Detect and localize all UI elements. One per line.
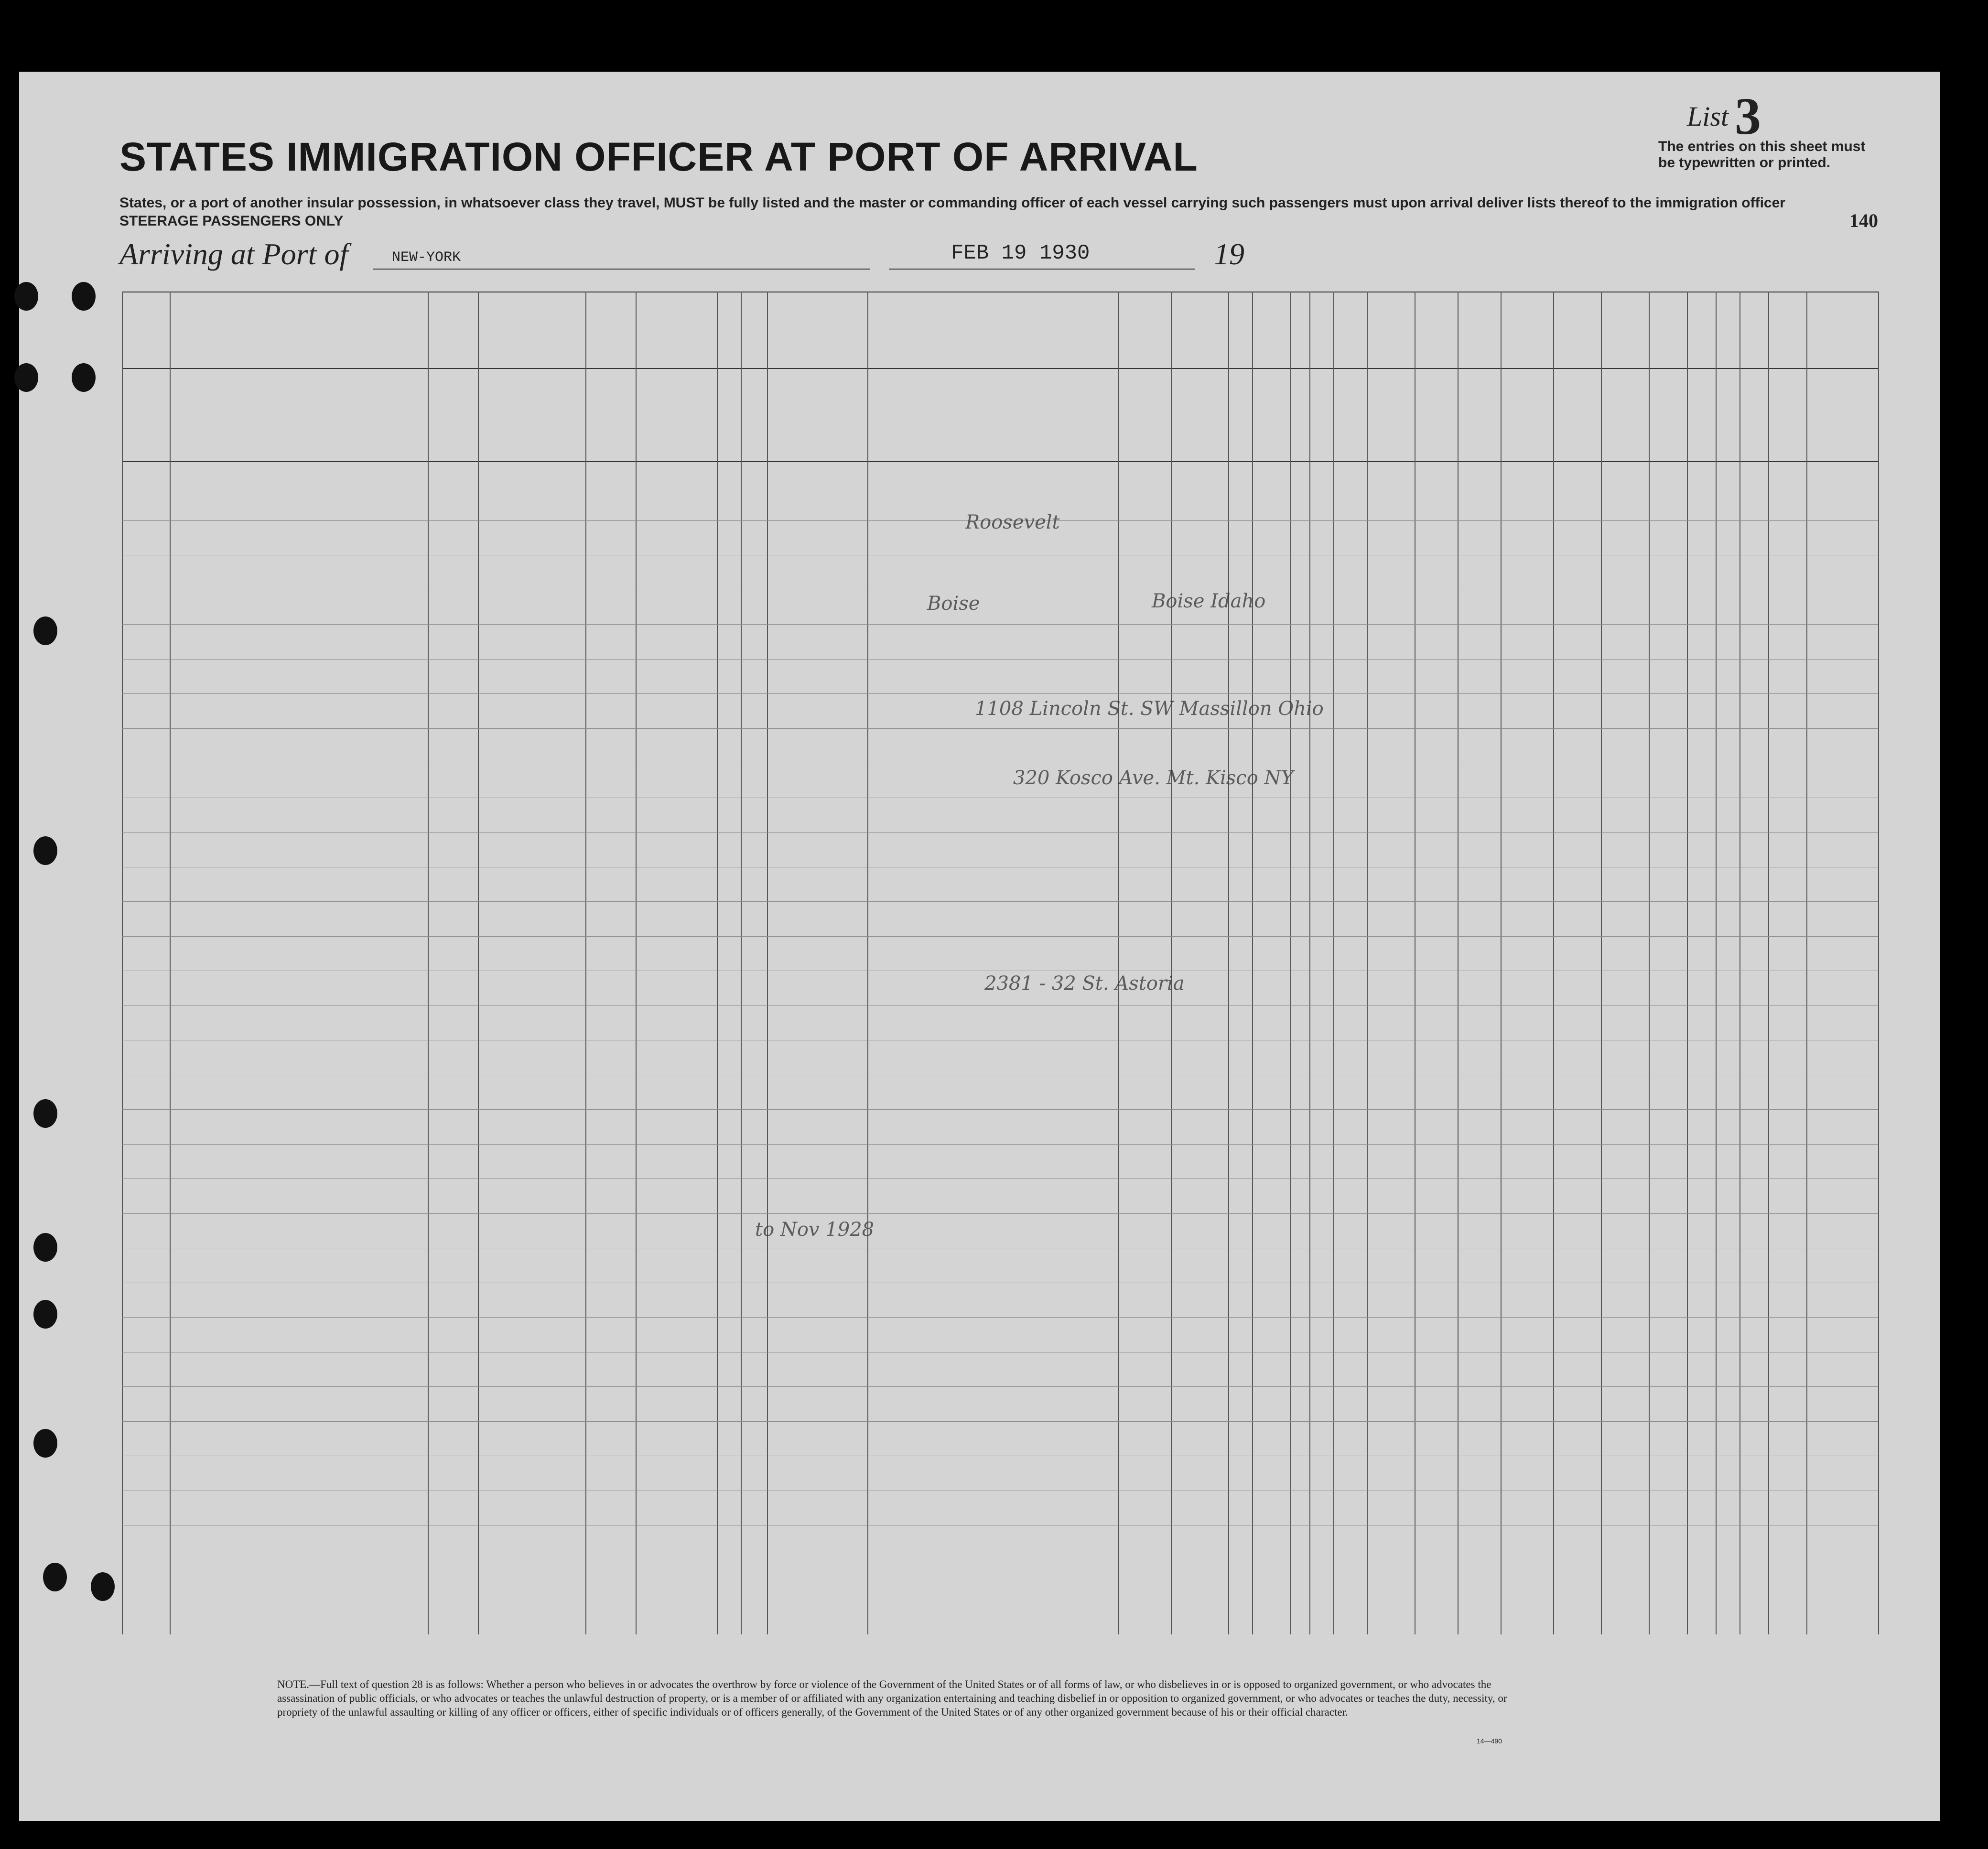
row-separator: [122, 1421, 1878, 1422]
binder-hole: [33, 1233, 57, 1262]
column-divider: [1458, 292, 1459, 1634]
column-divider: [717, 292, 718, 1634]
list-number: 3: [1735, 87, 1761, 145]
port-underline: [373, 269, 870, 270]
binder-hole: [33, 1099, 57, 1128]
binder-hole: [33, 1429, 57, 1458]
column-divider: [478, 292, 479, 1634]
year-suffix: 19: [1214, 237, 1244, 271]
column-divider: [1228, 292, 1229, 1634]
entries-note-line-1: The entries on this sheet must: [1658, 139, 1866, 154]
column-divider: [1309, 292, 1310, 1634]
handwritten-note: 320 Kosco Ave. Mt. Kisco NY: [1013, 767, 1294, 789]
binder-hole: [33, 1300, 57, 1329]
column-divider: [767, 292, 768, 1634]
arrival-date: FEB 19 1930: [951, 241, 1090, 265]
column-divider: [1171, 292, 1172, 1634]
column-divider: [170, 292, 171, 1634]
arriving-label: Arriving at Port of: [119, 237, 348, 271]
footnote-q28: NOTE.—Full text of question 28 is as follows: Whether a person who believes in or advocates the overthrow by force or violence of the Government of the United States or of all forms of law, or who disbelieves in or is opposed to organized government, or who advocates the assassination of public officials, or who advocates or teaches the unlawful destruction of property, or is a member of or affiliated with any organization entertaining and teaching disbelief in or opposition to organized government, or who advocates or teaches the duty, necessity, or propriety of the unlawful assaulting or killing of any officer or officers, either of specific individuals or of officers generally, of the Government of the United States or of any other organized government because of his or their official character.: [277, 1678, 1507, 1718]
manifest-sheet: [19, 72, 1940, 1821]
column-divider: [1252, 292, 1253, 1634]
column-divider: [1553, 292, 1554, 1634]
column-divider: [1768, 292, 1769, 1634]
row-separator: [122, 1109, 1878, 1110]
column-divider: [1806, 292, 1807, 1634]
binder-hole: [14, 282, 38, 311]
entries-note: [1658, 139, 1865, 171]
handwritten-note: Boise Idaho: [1152, 590, 1266, 612]
column-divider: [867, 292, 868, 1634]
row-separator: [122, 1317, 1878, 1318]
column-divider: [1878, 292, 1879, 1634]
row-separator: [122, 659, 1878, 660]
column-divider: [1649, 292, 1650, 1634]
header-instructions: States, or a port of another insular possession, in whatsoever class they travel, MUST be fully listed and the master or commanding officer of each vessel carrying such passengers must upon arrival deliver lists thereof to the immigration officer: [119, 195, 1785, 211]
column-divider: [636, 292, 637, 1634]
row-separator: [122, 901, 1878, 902]
column-divider: [122, 292, 123, 1634]
handwritten-note: 1108 Lincoln St. SW Massillon Ohio: [975, 698, 1324, 720]
column-divider: [1333, 292, 1334, 1634]
header-bottom-rule: [122, 461, 1878, 462]
handwritten-note: 2381 - 32 St. Astoria: [984, 973, 1185, 995]
page-number: 140: [1849, 210, 1878, 231]
binder-hole: [33, 836, 57, 865]
column-divider: [428, 292, 429, 1634]
row-separator: [122, 1213, 1878, 1214]
handwritten-note: Boise: [927, 593, 980, 615]
binder-hole: [72, 363, 96, 392]
port-value: NEW-YORK: [392, 249, 461, 266]
binder-hole: [91, 1572, 115, 1601]
column-divider: [1601, 292, 1602, 1634]
binder-hole: [14, 363, 38, 392]
column-divider: [585, 292, 586, 1634]
column-divider: [1716, 292, 1717, 1634]
column-divider: [741, 292, 742, 1634]
date-underline: [889, 269, 1195, 270]
form-number: 14—490: [1477, 1737, 1502, 1745]
entries-note-line-2: be typewritten or printed.: [1658, 155, 1831, 171]
column-divider: [1501, 292, 1502, 1634]
handwritten-note: Roosevelt: [965, 511, 1060, 533]
header-top-rule: [122, 368, 1878, 369]
column-divider: [1118, 292, 1119, 1634]
row-separator: [122, 832, 1878, 833]
row-separator: [122, 624, 1878, 625]
steerage-label: STEERAGE PASSENGERS ONLY: [119, 213, 344, 229]
row-separator: [122, 728, 1878, 729]
row-separator: [122, 1386, 1878, 1387]
row-separator: [122, 693, 1878, 694]
binder-hole: [72, 282, 96, 311]
column-divider: [1687, 292, 1688, 1634]
handwritten-note: to Nov 1928: [755, 1219, 875, 1241]
column-divider: [1290, 292, 1291, 1634]
binder-hole: [33, 616, 57, 645]
list-label: List: [1687, 101, 1729, 132]
row-separator: [122, 1144, 1878, 1145]
binder-hole: [43, 1563, 67, 1591]
page-title: STATES IMMIGRATION OFFICER AT PORT OF ARRIVAL: [119, 134, 1198, 179]
column-divider: [1367, 292, 1368, 1634]
row-separator: [122, 936, 1878, 937]
